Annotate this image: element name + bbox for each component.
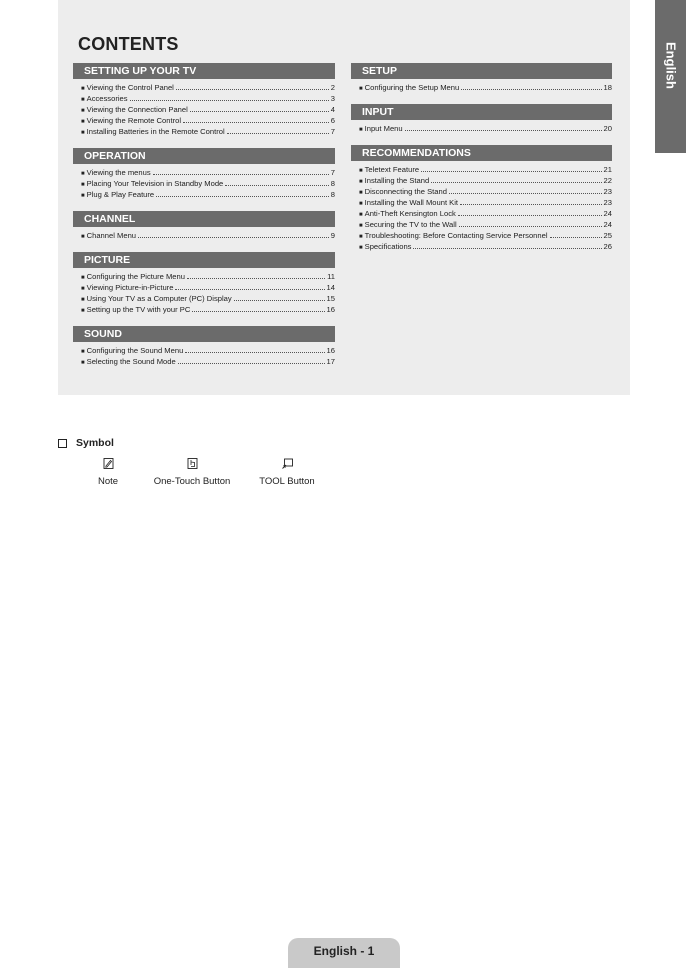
dot-leader: [449, 193, 602, 194]
section-header: INPUT: [351, 104, 612, 120]
dot-leader: [421, 171, 601, 172]
contents-right-column: [351, 63, 612, 263]
symbol-heading-label: Symbol: [76, 437, 114, 449]
square-bullet-icon: ■: [81, 349, 85, 355]
symbol-item-label: One-Touch Button: [153, 476, 231, 487]
contents-entry[interactable]: [351, 220, 612, 231]
dot-leader: [185, 352, 324, 353]
dot-leader: [153, 174, 329, 175]
contents-entry[interactable]: [73, 357, 335, 368]
entry-label: Using Your TV as a Computer (PC) Display: [86, 294, 232, 303]
entry-page-number: 17: [326, 357, 335, 366]
entry-page-number: 3: [330, 94, 335, 103]
entry-label: Plug & Play Feature: [86, 190, 155, 199]
section-entries: [73, 79, 335, 138]
tool-button-icon: [282, 458, 293, 469]
dot-leader: [413, 248, 601, 249]
contents-entry[interactable]: [73, 83, 335, 94]
square-bullet-icon: ■: [359, 245, 363, 251]
dot-leader: [176, 89, 329, 90]
symbol-item-label: TOOL Button: [259, 476, 315, 487]
contents-entry[interactable]: [351, 83, 612, 94]
square-bullet-icon: ■: [81, 97, 85, 103]
dot-leader: [458, 215, 602, 216]
entry-page-number: 16: [326, 305, 335, 314]
square-bullet-icon: ■: [359, 190, 363, 196]
one-touch-button-icon: [187, 458, 198, 469]
entry-label: Setting up the TV with your PC: [86, 305, 191, 314]
contents-entry[interactable]: [73, 127, 335, 138]
entry-label: Disconnecting the Stand: [364, 187, 447, 196]
section-entries: [73, 227, 335, 242]
entry-label: Specifications: [364, 242, 412, 251]
square-bullet-icon: ■: [81, 119, 85, 125]
entry-page-number: 7: [330, 127, 335, 136]
entry-page-number: 9: [330, 231, 335, 240]
section-header: SETUP: [351, 63, 612, 79]
dot-leader: [459, 226, 602, 227]
square-bullet-icon: ■: [81, 275, 85, 281]
section-header: PICTURE: [73, 252, 335, 268]
symbol-item-tool: [252, 458, 322, 487]
dot-leader: [227, 133, 329, 134]
contents-entry[interactable]: [351, 198, 612, 209]
entry-page-number: 7: [330, 168, 335, 177]
entry-label: Configuring the Setup Menu: [364, 83, 460, 92]
contents-section: [351, 104, 612, 135]
note-icon: [103, 458, 114, 469]
contents-entry[interactable]: [351, 176, 612, 187]
contents-left-column: [73, 63, 335, 378]
symbol-heading: [58, 437, 114, 449]
entry-page-number: 16: [326, 346, 335, 355]
page-number-tab: [288, 938, 400, 968]
dot-leader: [175, 289, 324, 290]
entry-label: Viewing the Connection Panel: [86, 105, 188, 114]
entry-page-number: 24: [603, 220, 612, 229]
square-bullet-icon: ■: [81, 171, 85, 177]
entry-page-number: 4: [330, 105, 335, 114]
entry-label: Teletext Feature: [364, 165, 420, 174]
section-entries: [351, 79, 612, 94]
section-header: CHANNEL: [73, 211, 335, 227]
square-bullet-icon: ■: [359, 86, 363, 92]
entry-page-number: 6: [330, 116, 335, 125]
section-header: SETTING UP YOUR TV: [73, 63, 335, 79]
entry-page-number: 26: [603, 242, 612, 251]
entry-page-number: 15: [326, 294, 335, 303]
contents-entry[interactable]: [73, 116, 335, 127]
square-bullet-icon: ■: [81, 130, 85, 136]
contents-entry[interactable]: [73, 294, 335, 305]
contents-section: [73, 326, 335, 368]
dot-leader: [431, 182, 601, 183]
entry-label: Viewing the Control Panel: [86, 83, 174, 92]
square-bullet-icon: ■: [81, 234, 85, 240]
contents-entry[interactable]: [73, 105, 335, 116]
entry-label: Channel Menu: [86, 231, 137, 240]
contents-entry[interactable]: [351, 231, 612, 242]
contents-entry[interactable]: [351, 242, 612, 253]
entry-label: Accessories: [86, 94, 128, 103]
contents-section: [351, 63, 612, 94]
dot-leader: [130, 100, 329, 101]
entry-page-number: 18: [603, 83, 612, 92]
contents-entry[interactable]: [73, 272, 335, 283]
contents-section: [73, 252, 335, 316]
section-entries: [73, 164, 335, 201]
entry-label: Configuring the Picture Menu: [86, 272, 185, 281]
square-bullet-icon: ■: [359, 201, 363, 207]
entry-label: Viewing the Remote Control: [86, 116, 182, 125]
section-entries: [351, 120, 612, 135]
square-bullet-icon: ■: [81, 308, 85, 314]
dot-leader: [183, 122, 329, 123]
entry-label: Installing the Stand: [364, 176, 430, 185]
contents-entry[interactable]: [73, 283, 335, 294]
entry-page-number: 24: [603, 209, 612, 218]
dot-leader: [550, 237, 602, 238]
square-bullet-icon: ■: [359, 168, 363, 174]
entry-page-number: 22: [603, 176, 612, 185]
entry-label: Anti-Theft Kensington Lock: [364, 209, 456, 218]
contents-entry[interactable]: [73, 190, 335, 201]
contents-entry[interactable]: [73, 346, 335, 357]
entry-page-number: 8: [330, 179, 335, 188]
contents-entry[interactable]: [351, 187, 612, 198]
dot-leader: [187, 278, 325, 279]
section-entries: [73, 268, 335, 316]
contents-entry[interactable]: [73, 94, 335, 105]
entry-label: Selecting the Sound Mode: [86, 357, 176, 366]
dot-leader: [405, 130, 602, 131]
square-bullet-icon: ■: [359, 127, 363, 133]
entry-label: Securing the TV to the Wall: [364, 220, 457, 229]
square-bullet-icon: ■: [81, 86, 85, 92]
square-bullet-icon: ■: [81, 182, 85, 188]
contents-section: [73, 148, 335, 201]
entry-label: Troubleshooting: Before Contacting Service Personnel: [364, 231, 548, 240]
dot-leader: [461, 89, 601, 90]
contents-entry[interactable]: [351, 165, 612, 176]
contents-section: [351, 145, 612, 253]
entry-label: Input Menu: [364, 124, 403, 133]
page-number: English - 1: [313, 944, 375, 958]
language-tab-label: English: [663, 42, 678, 89]
entry-label: Viewing the menus: [86, 168, 151, 177]
contents-entry[interactable]: [351, 209, 612, 220]
square-bullet-icon: ■: [359, 234, 363, 240]
square-bullet-icon: ■: [359, 212, 363, 218]
square-bullet-icon: ■: [81, 360, 85, 366]
contents-section: [73, 211, 335, 242]
square-bullet-icon: ■: [81, 297, 85, 303]
contents-entry[interactable]: [73, 179, 335, 190]
section-entries: [73, 342, 335, 368]
entry-label: Placing Your Television in Standby Mode: [86, 179, 224, 188]
contents-entry[interactable]: [73, 305, 335, 316]
symbol-item-note: [88, 458, 128, 487]
entry-label: Installing Batteries in the Remote Control: [86, 127, 225, 136]
contents-entry[interactable]: [73, 168, 335, 179]
dot-leader: [225, 185, 329, 186]
language-tab: [655, 0, 686, 153]
dot-leader: [178, 363, 325, 364]
entry-page-number: 25: [603, 231, 612, 240]
square-bullet-icon: ■: [359, 223, 363, 229]
symbol-item-label: Note: [97, 476, 119, 487]
entry-page-number: 8: [330, 190, 335, 199]
entry-page-number: 2: [330, 83, 335, 92]
dot-leader: [138, 237, 329, 238]
checkbox-icon: [58, 439, 67, 448]
entry-page-number: 23: [603, 187, 612, 196]
dot-leader: [192, 311, 324, 312]
entry-label: Installing the Wall Mount Kit: [364, 198, 459, 207]
entry-label: Configuring the Sound Menu: [86, 346, 184, 355]
entry-page-number: 11: [327, 272, 335, 281]
contents-entry[interactable]: [73, 231, 335, 242]
square-bullet-icon: ■: [81, 108, 85, 114]
entry-label: Viewing Picture-in-Picture: [86, 283, 174, 292]
dot-leader: [234, 300, 325, 301]
entry-page-number: 23: [603, 198, 612, 207]
dot-leader: [460, 204, 602, 205]
section-entries: [351, 161, 612, 253]
square-bullet-icon: ■: [81, 286, 85, 292]
entry-page-number: 21: [603, 165, 612, 174]
dot-leader: [156, 196, 329, 197]
page-title: CONTENTS: [78, 34, 179, 54]
contents-entry[interactable]: [351, 124, 612, 135]
square-bullet-icon: ■: [81, 193, 85, 199]
square-bullet-icon: ■: [359, 179, 363, 185]
dot-leader: [190, 111, 329, 112]
contents-section: [73, 63, 335, 138]
entry-page-number: 20: [603, 124, 612, 133]
symbol-item-one-touch: [146, 458, 238, 487]
section-header: SOUND: [73, 326, 335, 342]
entry-page-number: 14: [326, 283, 335, 292]
section-header: OPERATION: [73, 148, 335, 164]
section-header: RECOMMENDATIONS: [351, 145, 612, 161]
